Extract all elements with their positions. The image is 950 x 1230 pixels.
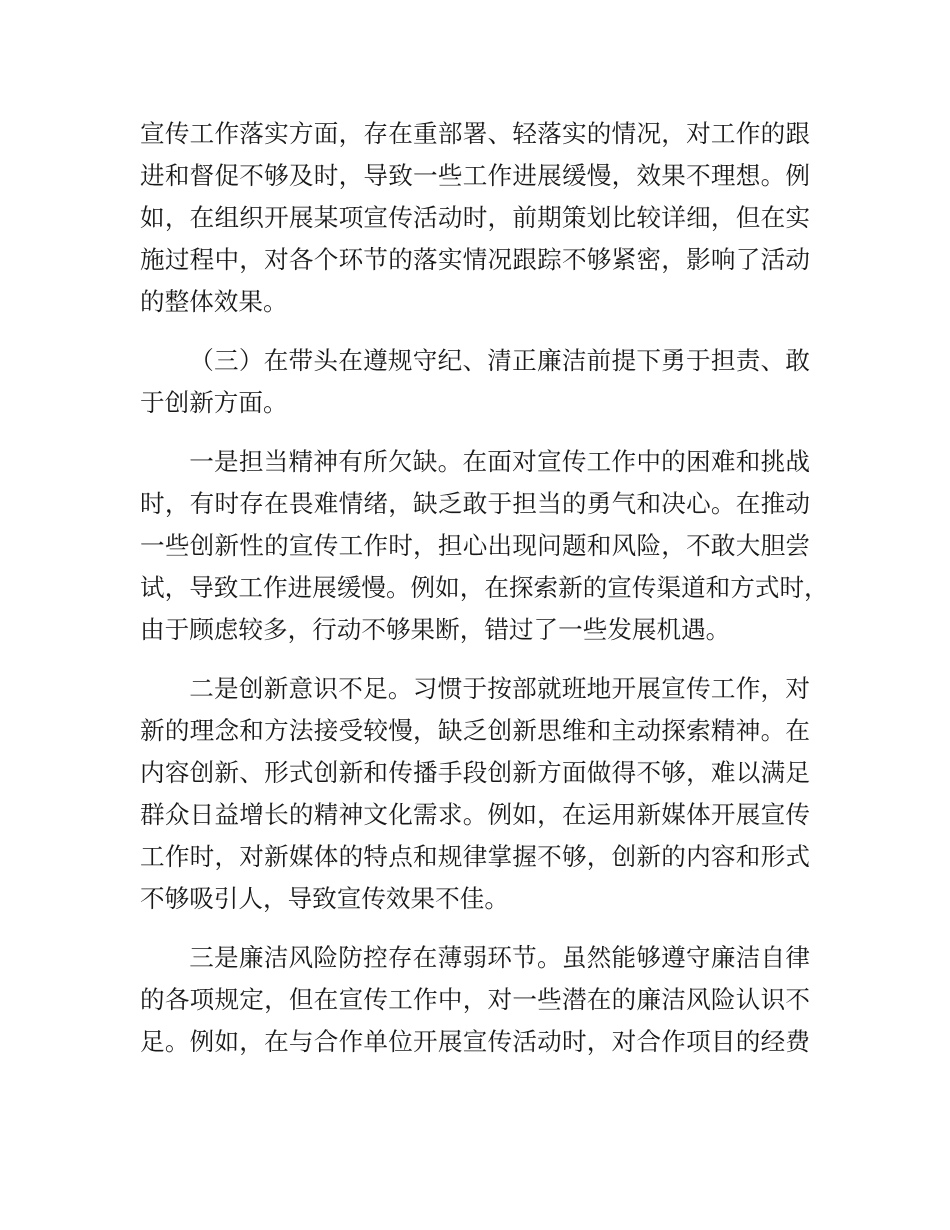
text-line: 不够吸引人，导致宣传效果不佳。 [140, 886, 509, 913]
text-line: 足。例如，在与合作单位开展宣传活动时，对合作项目的经费 [140, 1029, 810, 1056]
text-line: 试，导致工作进展缓慢。例如，在探索新的宣传渠道和方式时， [140, 575, 829, 602]
heading-section-three [140, 341, 810, 425]
text-line: 进和督促不够及时，导致一些工作进展缓慢，效果不理想。例 [140, 163, 810, 190]
text-line: 时，有时存在畏难情绪，缺乏敢于担当的勇气和决心。在推动 [140, 491, 810, 518]
paragraph-implementation-continuation [140, 114, 810, 324]
text-line: 二是创新意识不足。习惯于按部就班地开展宣传工作，对 [189, 676, 810, 703]
text-line: 一些创新性的宣传工作时，担心出现问题和风险，不敢大胆尝 [140, 533, 810, 560]
text-line: 内容创新、形式创新和传播手段创新方面做得不够，难以满足 [140, 760, 810, 787]
text-line: 一是担当精神有所欠缺。在面对宣传工作中的困难和挑战 [189, 449, 810, 476]
text-line: 三是廉洁风险防控存在薄弱环节。虽然能够遵守廉洁自律 [189, 945, 810, 972]
paragraph-point-three-integrity [140, 938, 810, 1064]
text-line: 的整体效果。 [140, 289, 288, 316]
text-line: 的各项规定，但在宣传工作中，对一些潜在的廉洁风险认识不 [140, 987, 810, 1014]
text-line: 群众日益增长的精神文化需求。例如，在运用新媒体开展宣传 [140, 802, 810, 829]
paragraph-point-one-responsibility [140, 442, 829, 652]
text-line: 如，在组织开展某项宣传活动时，前期策划比较详细，但在实 [140, 205, 810, 232]
text-line: 由于顾虑较多，行动不够果断，错过了一些发展机遇。 [140, 617, 731, 644]
text-line: 工作时，对新媒体的特点和规律掌握不够，创新的内容和形式 [140, 844, 810, 871]
text-line: 于创新方面。 [140, 390, 288, 417]
text-line: 宣传工作落实方面，存在重部署、轻落实的情况，对工作的跟 [140, 121, 810, 148]
text-line: 新的理念和方法接受较慢，缺乏创新思维和主动探索精神。在 [140, 718, 810, 745]
text-line: （三）在带头在遵规守纪、清正廉洁前提下勇于担责、敢 [189, 348, 810, 375]
document-body [140, 114, 829, 1064]
text-line: 施过程中，对各个环节的落实情况跟踪不够紧密，影响了活动 [140, 247, 810, 274]
paragraph-point-two-innovation [140, 669, 810, 921]
